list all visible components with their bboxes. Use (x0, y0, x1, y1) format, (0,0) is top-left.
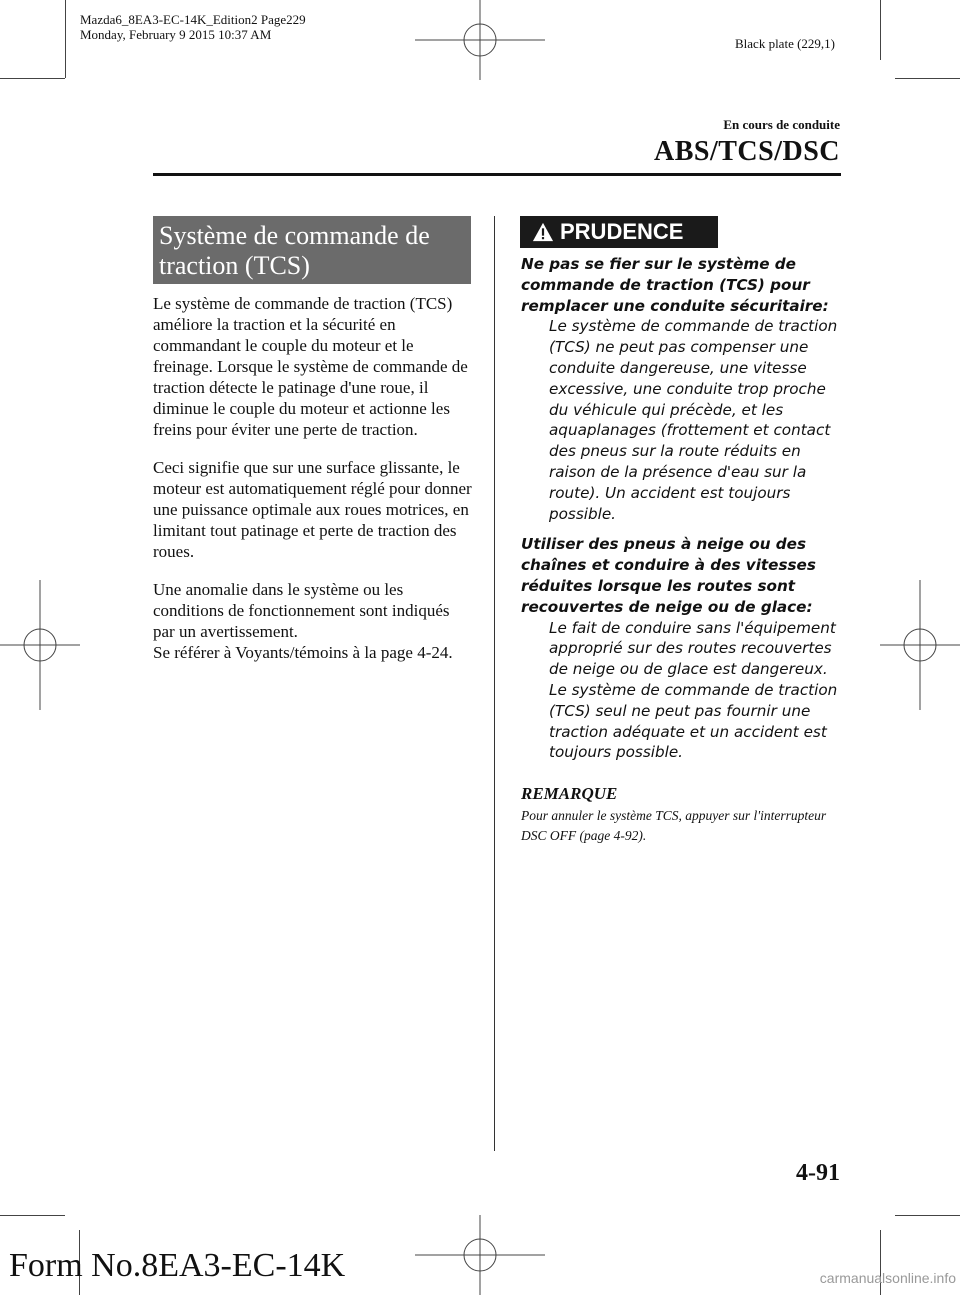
plate-file-line: Mazda6_8EA3-EC-14K_Edition2 Page229 (80, 12, 306, 27)
plate-date-line: Monday, February 9 2015 10:37 AM (80, 27, 272, 42)
registration-crosshair-top (415, 0, 545, 80)
header-rule (153, 173, 841, 176)
registration-crosshair-left (0, 580, 80, 710)
black-plate-label: Black plate (229,1) (735, 36, 835, 51)
crop-mark (880, 0, 881, 60)
watermark: carmanualsonline.info (819, 1270, 956, 1286)
note-body: Pour annuler le système TCS, appuyer sur l'interrupteur DSC OFF (page 4-92). (521, 808, 827, 843)
caution-label: PRUDENCE (560, 219, 684, 244)
crop-mark (895, 78, 960, 79)
crop-mark (65, 0, 66, 78)
caution-text (521, 254, 843, 773)
warning-triangle-icon (532, 221, 554, 243)
crop-mark (895, 1215, 960, 1216)
registration-crosshair-bottom (415, 1215, 545, 1295)
paragraph: Ceci signifie que sur une surface glissante, le moteur est automatiquement réglé pour donner une puissance optimale aux roues motrices, en limitant tout patinage et perte de traction des roues. (153, 458, 472, 561)
column-divider (494, 216, 495, 1151)
paragraph: Une anomalie dans le système ou les conditions de fonctionnement sont indiqués par un avertissement. (153, 580, 450, 641)
plate-metadata (80, 12, 306, 42)
left-column-text (153, 293, 473, 680)
paragraph: Le système de commande de traction (TCS) améliore la traction et la sécurité en commandant le couple du moteur et le freinage. Lorsque le système de commande de traction détecte le patinage d'une roue, il diminue le couple du moteur et actionne les freins pour éviter une perte de traction. (153, 294, 468, 439)
warning-lead: Utiliser des pneus à neige ou des chaînes et conduire à des vitesses réduites lorsque les routes sont recouvertes de neige ou de glace: (521, 535, 816, 616)
section-heading (153, 216, 471, 284)
warning-body: Le système de commande de traction (TCS) ne peut pas compenser une conduite dangereuse, une vitesse excessive, une conduite trop proche du véhicule qui précède, et les aquaplanages (frottement et contact des pneus sur la route réduits en raison de la présence d'eau sur la route). Un accident est toujours possible. (549, 317, 838, 523)
crop-mark (0, 78, 65, 79)
section-subtitle: En cours de conduite (723, 117, 840, 132)
heading-line-1: Système de commande de (159, 221, 430, 250)
warning-lead: Ne pas se fier sur le système de commande de traction (TCS) pour remplacer une conduite sécuritaire: (521, 255, 829, 315)
heading-line-2: traction (TCS) (159, 251, 310, 280)
warning-body: Le fait de conduire sans l'équipement approprié sur des routes recouvertes de neige ou de glace est dangereux. Le système de commande de traction (TCS) seul ne peut pas fournir une traction adéquate et un accident est toujours possible. (549, 618, 838, 762)
page-number: 4-91 (796, 1160, 840, 1186)
page-reference: Se référer à Voyants/témoins à la page 4-24. (153, 643, 453, 662)
registration-crosshair-right (880, 580, 960, 710)
caution-banner (520, 216, 718, 248)
note-title: REMARQUE (521, 784, 618, 803)
section-title: ABS/TCS/DSC (653, 136, 840, 167)
crop-mark (0, 1215, 65, 1216)
form-number: Form No.8EA3-EC-14K (9, 1247, 346, 1284)
